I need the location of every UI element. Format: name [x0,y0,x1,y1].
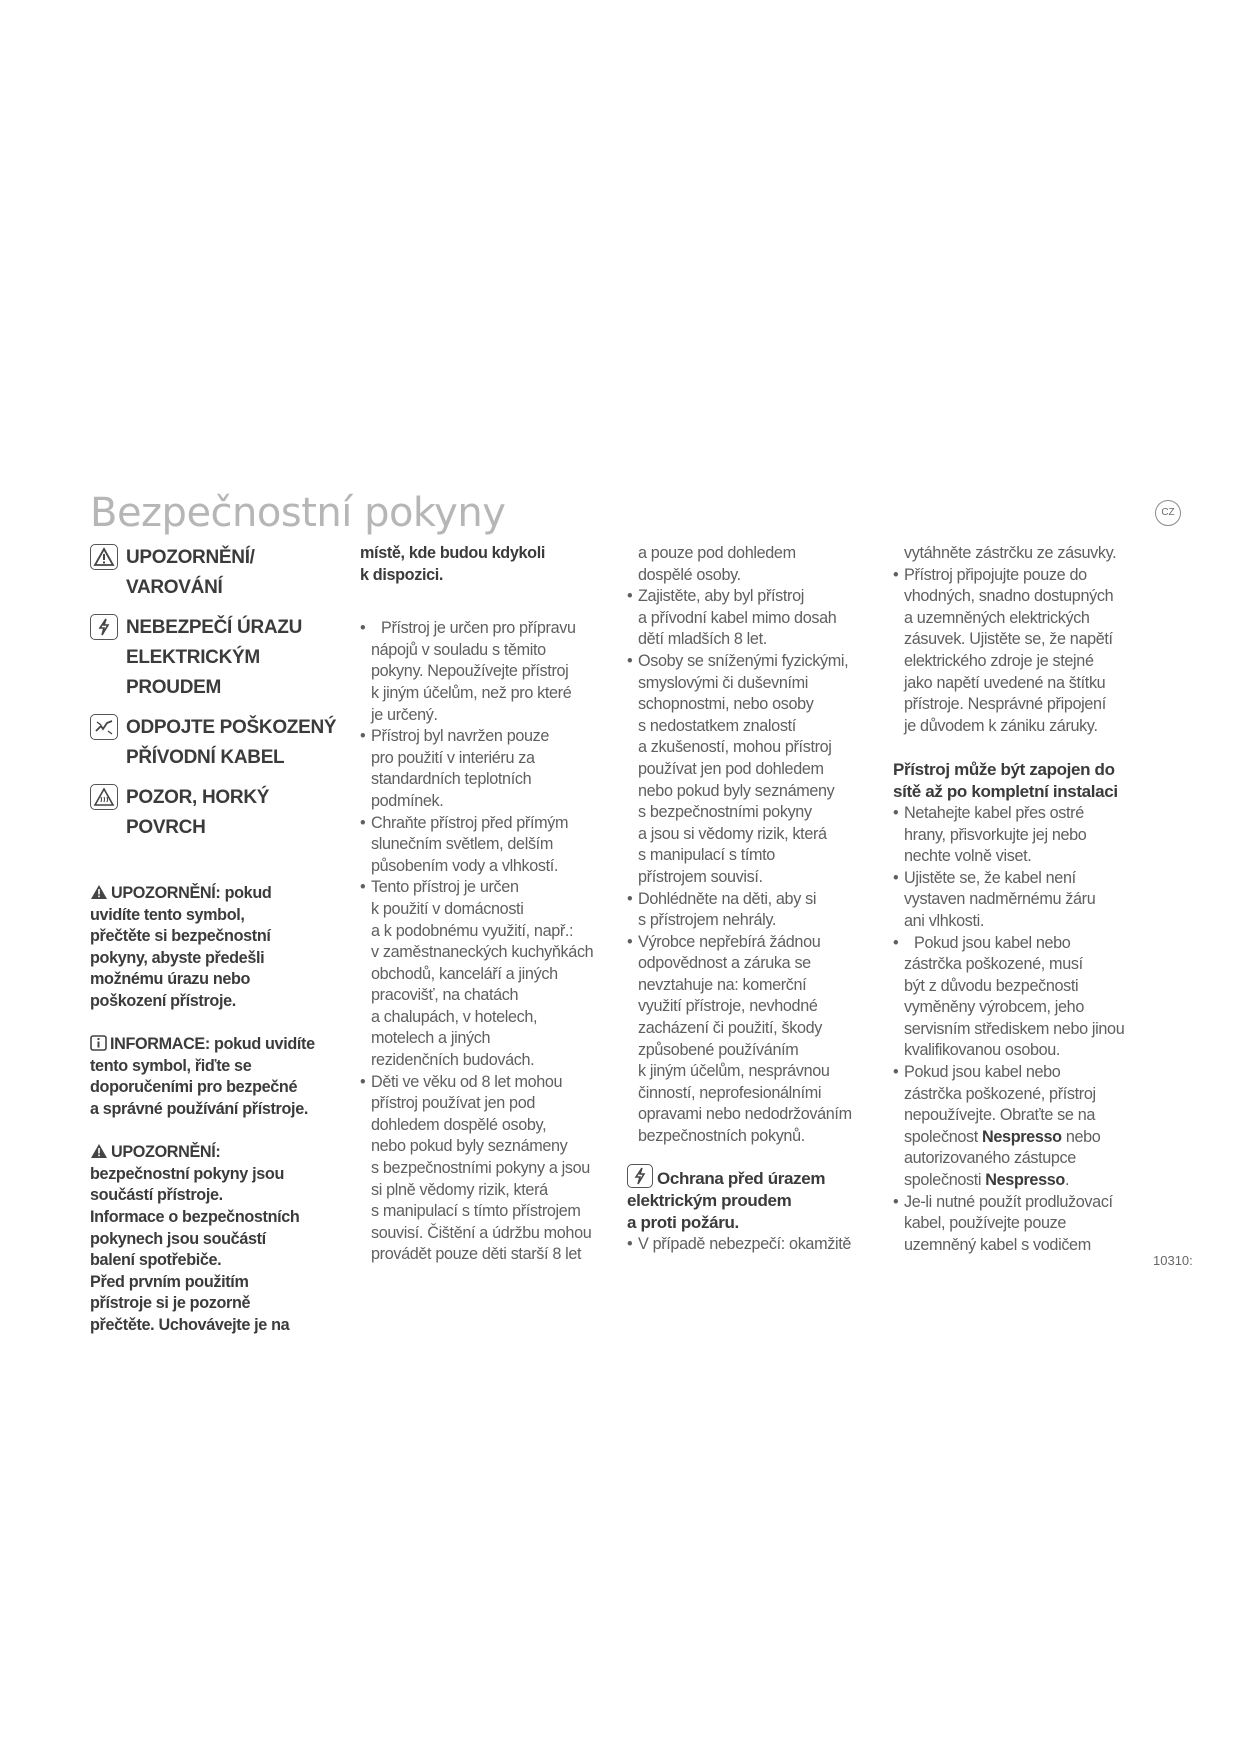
electric-shock-icon [627,1164,653,1188]
list-item: • Přístroj byl navržen pouze pro použití v interiéru za standardních teplotních podmínek. [360,727,550,810]
column-3: a pouze pod dohledem dospělé osoby. • Zajistěte, aby byl přístroj a přívodní kabel mimo dosah dětí mladších 8 let. • Osoby se sníženými fyzickými, smyslovými či duševními schopnostmi, nebo osoby s nedostatkem znalostí a zkušeností, mohou přístroj používat jen pod dohledem nebo pokud byly seznámeny s bezpečnostními pokyny a jsou si vědomy rizik, která s manipulací s tímto přístrojem souvisí. • Dohlédněte na děti, aby si s přístrojem nehrály. • Výrobce nepřebírá žádnou odpovědnost a záruka se nevztahuje na: komerční využití přístroje, nevhodné zacházení či použití, škody způsobené používáním k jiným účelům, nesprávnou činností, neprofesionálními opravami nebo nedodržováním bezpečnostních pokynů. Ochrana před úrazem elektrickým proudem a proti požáru. • V případě nebezpečí: okamžitě [627,543,882,1255]
list-item: • Osoby se sníženými fyzickými, smyslovými či duševními schopnostmi, nebo osoby s nedostatkem znalostí a zkušeností, mohou přístroj používat jen pod dohledem nebo pokud byly seznámeny s bezpečnostními pokyny a jsou si vědomy rizik, která s manipulací s tímto přístrojem souvisí. [627,651,849,886]
warning-triangle-icon [90,544,118,570]
list-item: • Tento přístroj je určen k použití v domácnosti a k podobnému využití, např.: v zaměstnaneckých kuchyňkách obchodů, kanceláří a jiných pracovišť, na chatách a chalupách, v hotelech, motelech a jiných rezidenčních budovách. [360,878,594,1070]
brand-name: Nespresso [985,1171,1065,1190]
language-badge: CZ [1155,500,1181,526]
list-item: • V případě nebezpečí: okamžitě [627,1234,852,1253]
symbol-electric: NEBEZPEČÍ ÚRAZU ELEKTRICKÝM PROUDEM [90,613,345,703]
list-item: • Je-li nutné použít prodlužovací kabel, používejte pouze uzemněný kabel s vodičem [893,1192,1113,1254]
list-item: • Děti ve věku od 8 let mohou přístroj používat jen pod dohledem dospělé osoby, nebo pokud byly seznámeny s bezpečnostními pokyny a jsou si plně vědomy rizik, která s manipulací s tímto přístrojem souvisí. Čištění a údržbu mohou provádět pouze děti starší 8 let [360,1072,592,1264]
damaged-cable-icon [90,714,118,740]
installation-heading: Přístroj může být zapojen do sítě až po kompletní instalaci [893,759,1118,801]
list-item: • Dohlédněte na děti, aby si s přístrojem nehrály. [627,889,817,930]
list-item: • Pokud jsou kabel nebo zástrčka poškozené, musí být z důvodu bezpečnosti vyměněny výrobcem, jeho servisním střediskem nebo jinou kvalifikovanou osobou. [893,933,1125,1060]
warning-triangle-icon [90,884,108,900]
warning-triangle-icon [90,1143,108,1159]
document-code: 10310: [1153,1253,1193,1268]
list-item: • Netahejte kabel přes ostré hrany, přisvorkujte jej nebo nechte volně viset. [893,803,1087,866]
column-1 [90,543,345,1336]
info-note: INFORMACE: pokud uvidíte tento symbol, řiďte se doporučeními pro bezpečné a správné používání přístroje. [90,1035,315,1118]
list-item: • Pokud jsou kabel nebo zástrčka poškozené, přístroj nepoužívejte. Obraťte se na společnost Nespresso nebo autorizovaného zástupce společnosti Nespresso. [893,1063,1101,1190]
warning-note-1: UPOZORNĚNÍ: pokud uvidíte tento symbol, přečtěte si bezpečnostní pokyny, abyste předešli možnému úrazu nebo poškození přístroje. [90,884,272,1010]
list-item: • Zajistěte, aby byl přístroj a přívodní kabel mimo dosah dětí mladších 8 let. [627,587,837,649]
list-item: • Ujistěte se, že kabel není vystaven nadměrnému žáru ani vlhkosti. [893,868,1096,930]
symbol-hot-surface: POZOR, HORKÝ POVRCH [90,783,345,843]
page-title: Bezpečnostní pokyny [90,490,506,536]
warning-note-2: UPOZORNĚNÍ: bezpečnostní pokyny jsou součástí přístroje. Informace o bezpečnostních pokynech jsou součástí balení spotřebiče. Před prvním použitím přístroje si je pozorně přečtěte. Uchovávejte je na [90,1143,300,1334]
list-item: • Přístroj připojujte pouze do vhodných, snadno dostupných a uzemněných elektrických zásuvek. Ujistěte se, že napětí elektrického zdroje je stejné jako napětí uvedené na štítku přístroje. Nesprávné připojení je důvodem k zániku záruky. [893,565,1114,735]
column-4: vytáhněte zástrčku ze zásuvky. • Přístroj připojujte pouze do vhodných, snadno dostupných a uzemněných elektrických zásuvek. Ujistěte se, že napětí elektrického zdroje je stejné jako napětí uvedené na štítku přístroje. Nesprávné připojení je důvodem k zániku záruky. Přístroj může být zapojen do sítě až po kompletní instalaci • Netahejte kabel přes ostré hrany, přisvorkujte jej nebo nechte volně viset. • Ujistěte se, že kabel není vystaven nadměrnému žáru ani vlhkosti. • Pokud jsou kabel nebo zástrčka poškozené, musí být z důvodu bezpečnosti vyměněny výrobcem, jeho servisním střediskem nebo jinou kvalifikovanou osobou. • Pokud jsou kabel nebo zástrčka poškozené, přístroj nepoužívejte. Obraťte se na společnost Nespresso nebo autorizovaného zástupce společnosti Nespresso. • Je-li nutné použít prodlužovací kabel, používejte pouze uzemněný kabel s vodičem [893,543,1148,1256]
column-2: místě, kde budou kdykoli k dispozici. • Přístroj je určen pro přípravu nápojů v souladu s těmito pokyny. Nepoužívejte přístroj k jiným účelům, než pro které je určený. • Přístroj byl navržen pouze pro použití v interiéru za standardních teplotních podmínek. • Chraňte přístroj před přímým slunečním světlem, delším působením vody a vlhkostí. • Tento přístroj je určen k použití v domácnosti a k podobnému využití, např.: v zaměstnaneckých kuchyňkách obchodů, kanceláří a jiných pracovišť, na chatách a chalupách, v hotelech, motelech a jiných rezidenčních budovách. • Děti ve věku od 8 let mohou přístroj používat jen pod dohledem dospělé osoby, nebo pokud byly seznámeny s bezpečnostními pokyny a jsou si plně vědomy rizik, která s manipulací s tímto přístrojem souvisí. Čištění a údržbu mohou provádět pouze děti starší 8 let [360,543,615,1266]
list-item: • Výrobce nepřebírá žádnou odpovědnost a záruka se nevztahuje na: komerční využití přístroje, nevhodné zacházení či použití, škody způsobené používáním k jiným účelům, nesprávnou činností, neprofesionálními opravami nebo nedodržováním bezpečnostních pokynů. [627,932,852,1146]
symbol-damaged-cable: ODPOJTE POŠKOZENÝ PŘÍVODNÍ KABEL [90,713,345,773]
info-icon [90,1035,107,1051]
list-item: • Přístroj je určen pro přípravu nápojů v souladu s těmito pokyny. Nepoužívejte přístroj k jiným účelům, než pro které je určený. [360,619,576,724]
list-item: • Chraňte přístroj před přímým slunečním světlem, delším působením vody a vlhkostí. [360,813,569,875]
electric-protection-heading: Ochrana před úrazem elektrickým proudem a proti požáru. [627,1164,882,1234]
hot-surface-icon [90,784,118,810]
electric-shock-icon [90,614,118,640]
symbol-warning: UPOZORNĚNÍ/ VAROVÁNÍ [90,543,345,603]
brand-name: Nespresso [982,1127,1062,1146]
